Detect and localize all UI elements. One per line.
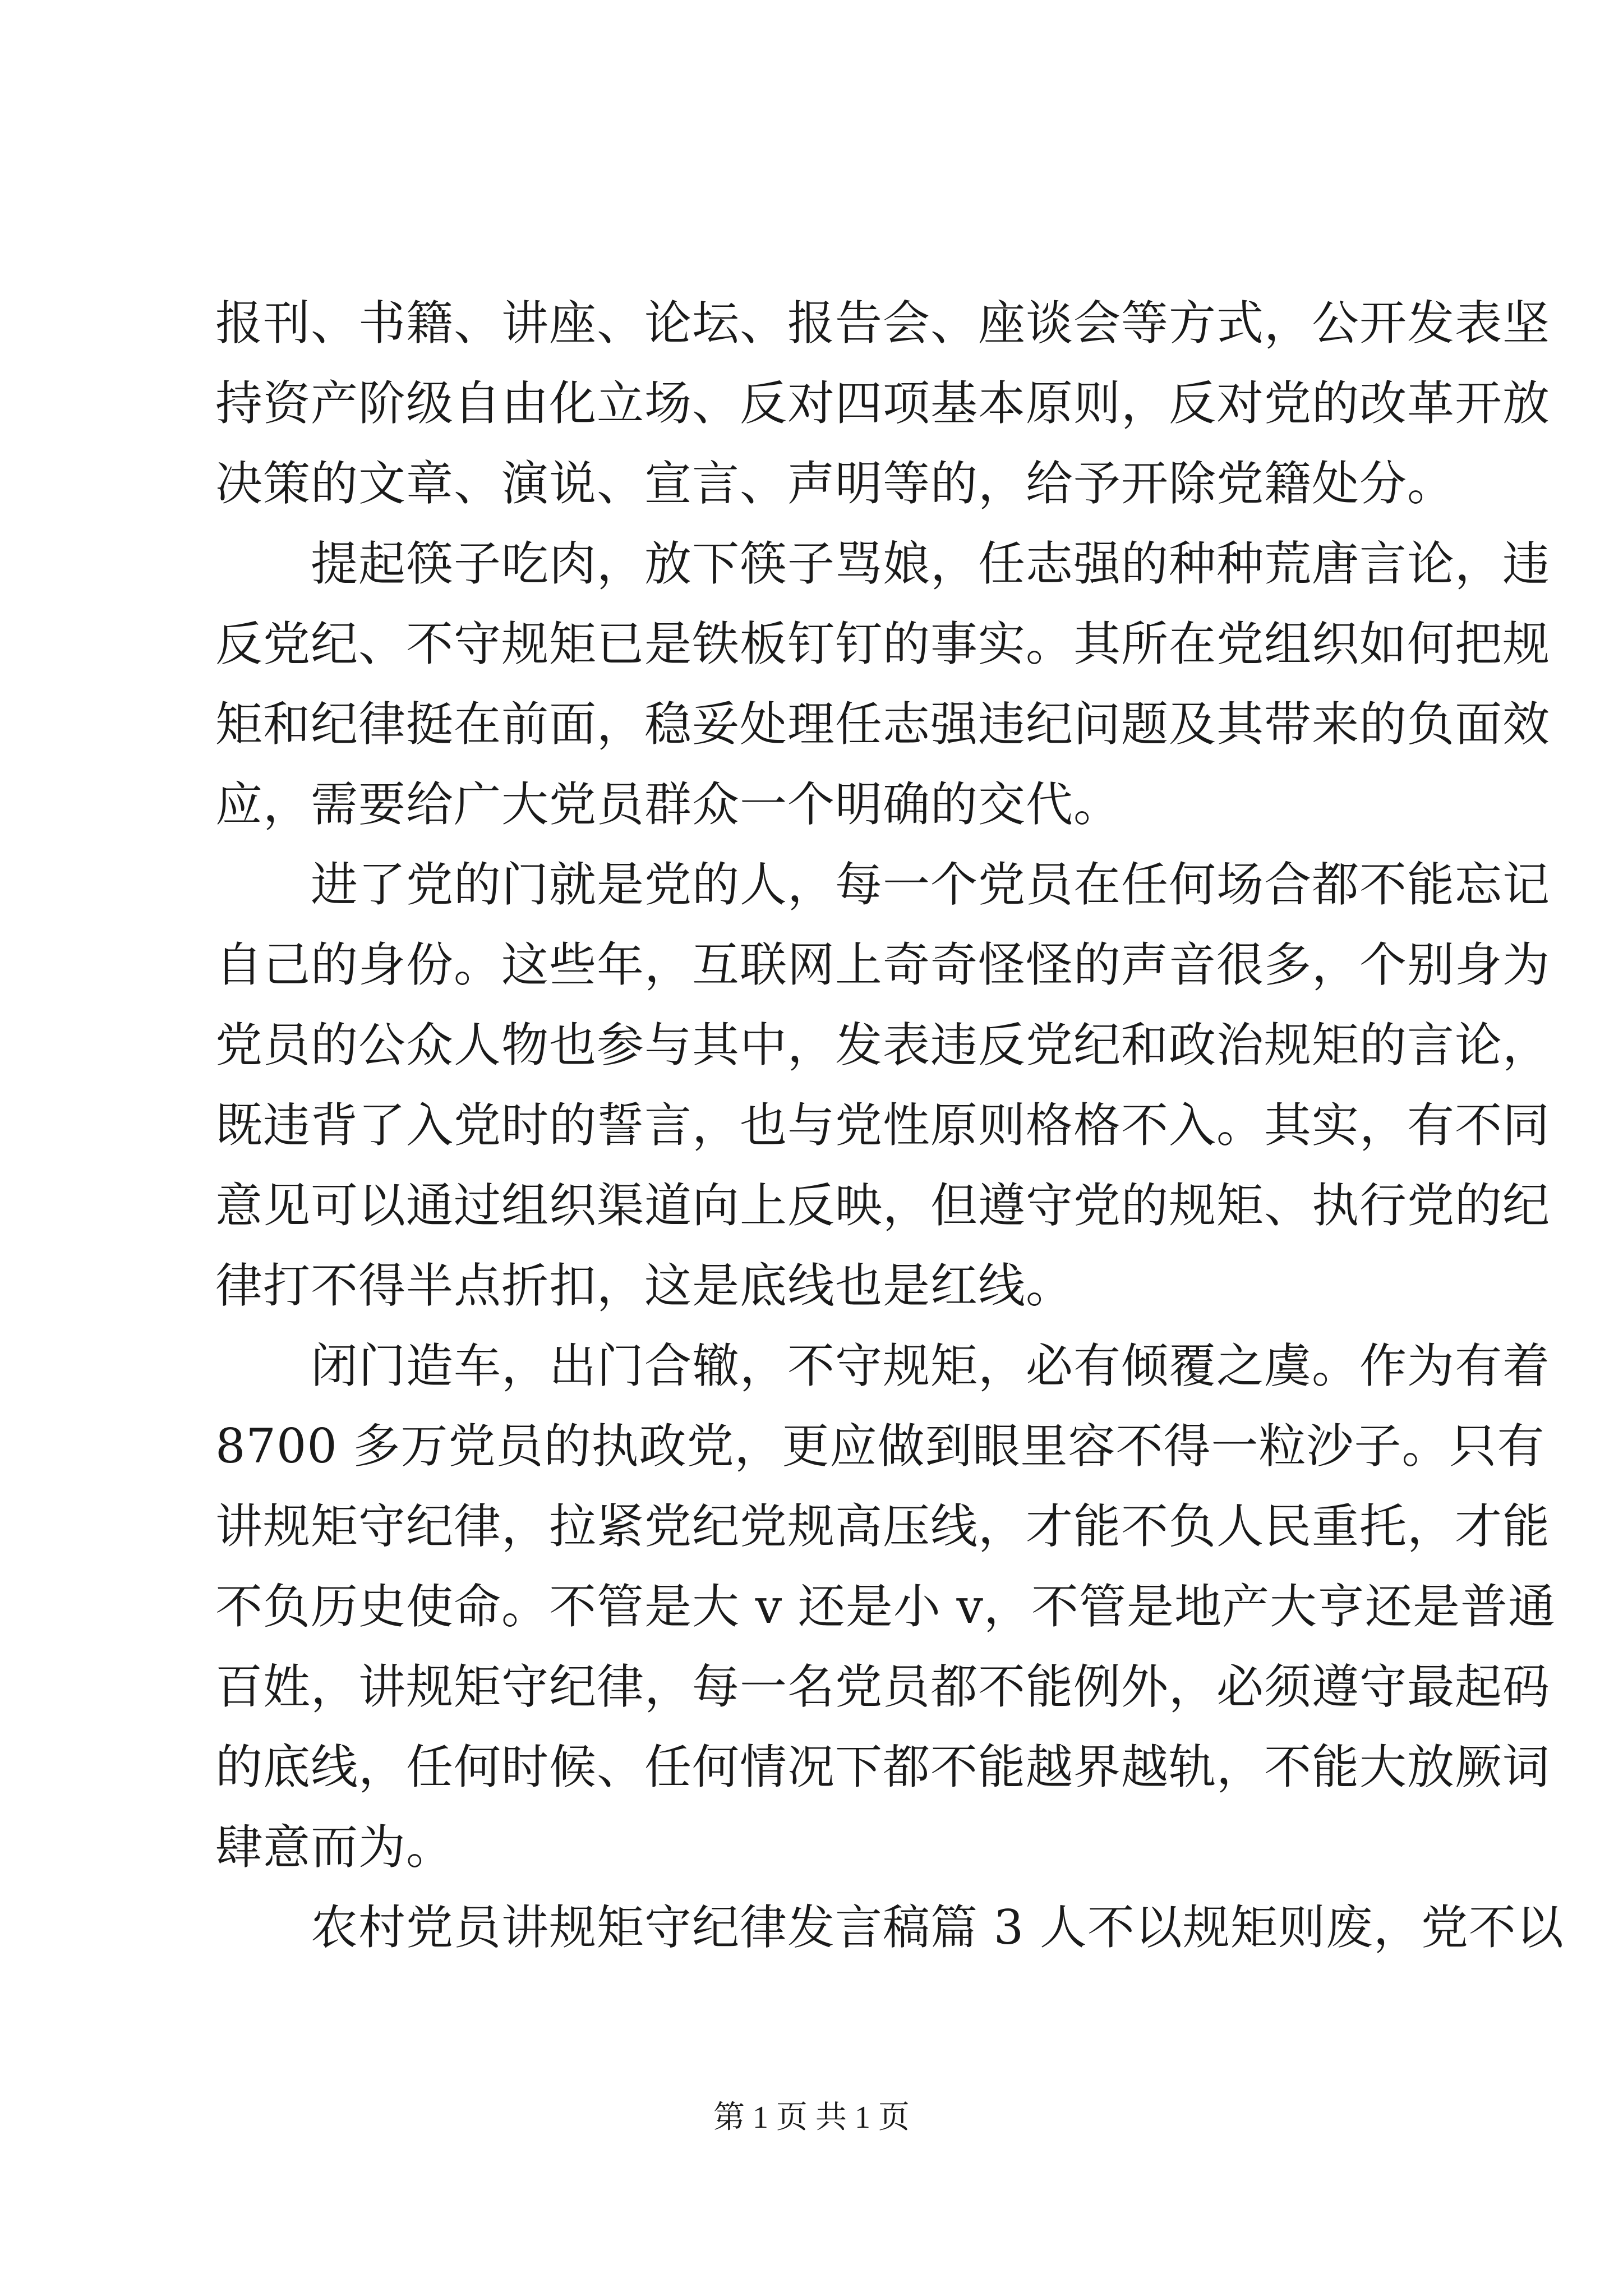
paragraph: [215, 845, 1551, 1326]
text-line: 进了党的门就是党的人，每一个党员在任何场合都不能忘记: [311, 857, 1551, 912]
paragraph: [215, 1888, 1564, 1968]
text-line: 8700 多万党员的执政党，更应做到眼里容不得一粒沙子。只有: [215, 1419, 1545, 1474]
text-line: 矩和纪律挺在前面，稳妥处理任志强违纪问题及其带来的负面效: [215, 697, 1551, 752]
text-line: 讲规矩守纪律，拉紧党纪党规高压线，才能不负人民重托，才能: [215, 1499, 1551, 1554]
text-line: 不负历史使命。不管是大 v 还是小 v，不管是地产大亨还是普通: [215, 1579, 1556, 1634]
paragraph: [215, 283, 1551, 524]
text-line: 百姓，讲规矩守纪律，每一名党员都不能例外，必须遵守最起码: [215, 1659, 1551, 1714]
document-body: [215, 283, 1564, 1968]
text-line: 反党纪、不守规矩已是铁板钉钉的事实。其所在党组织如何把规: [215, 616, 1551, 671]
text-line: 党员的公众人物也参与其中，发表违反党纪和政治规矩的言论，: [215, 1018, 1551, 1073]
text-line: 自己的身份。这些年，互联网上奇奇怪怪的声音很多，个别身为: [215, 937, 1551, 992]
paragraph: [215, 1326, 1556, 1888]
text-line: 的底线，任何时候、任何情况下都不能越界越轨，不能大放厥词: [215, 1740, 1551, 1795]
text-line: 肆意而为。: [215, 1820, 454, 1875]
text-line: 意见可以通过组织渠道向上反映，但遵守党的规矩、执行党的纪: [215, 1178, 1551, 1233]
text-line: 农村党员讲规矩守纪律发言稿篇 3 人不以规矩则废，党不以: [311, 1900, 1564, 1955]
text-line: 应，需要给广大党员群众一个明确的交代。: [215, 777, 1122, 832]
text-line: 闭门造车，出门合辙，不守规矩，必有倾覆之虞。作为有着: [311, 1338, 1551, 1393]
text-line: 持资产阶级自由化立场、反对四项基本原则，反对党的改革开放: [215, 376, 1551, 431]
text-line: 决策的文章、演说、宣言、声明等的，给予开除党籍处分。: [215, 456, 1455, 511]
text-line: 既违背了入党时的誓言，也与党性原则格格不入。其实，有不同: [215, 1098, 1551, 1153]
text-line: 提起筷子吃肉，放下筷子骂娘，任志强的种种荒唐言论，违: [311, 536, 1551, 591]
text-line: 律打不得半点折扣，这是底线也是红线。: [215, 1258, 1074, 1313]
text-line: 报刊、书籍、讲座、论坛、报告会、座谈会等方式，公开发表坚: [215, 296, 1551, 351]
page-footer: 第 1 页 共 1 页: [713, 2100, 910, 2135]
paragraph: [215, 524, 1551, 845]
